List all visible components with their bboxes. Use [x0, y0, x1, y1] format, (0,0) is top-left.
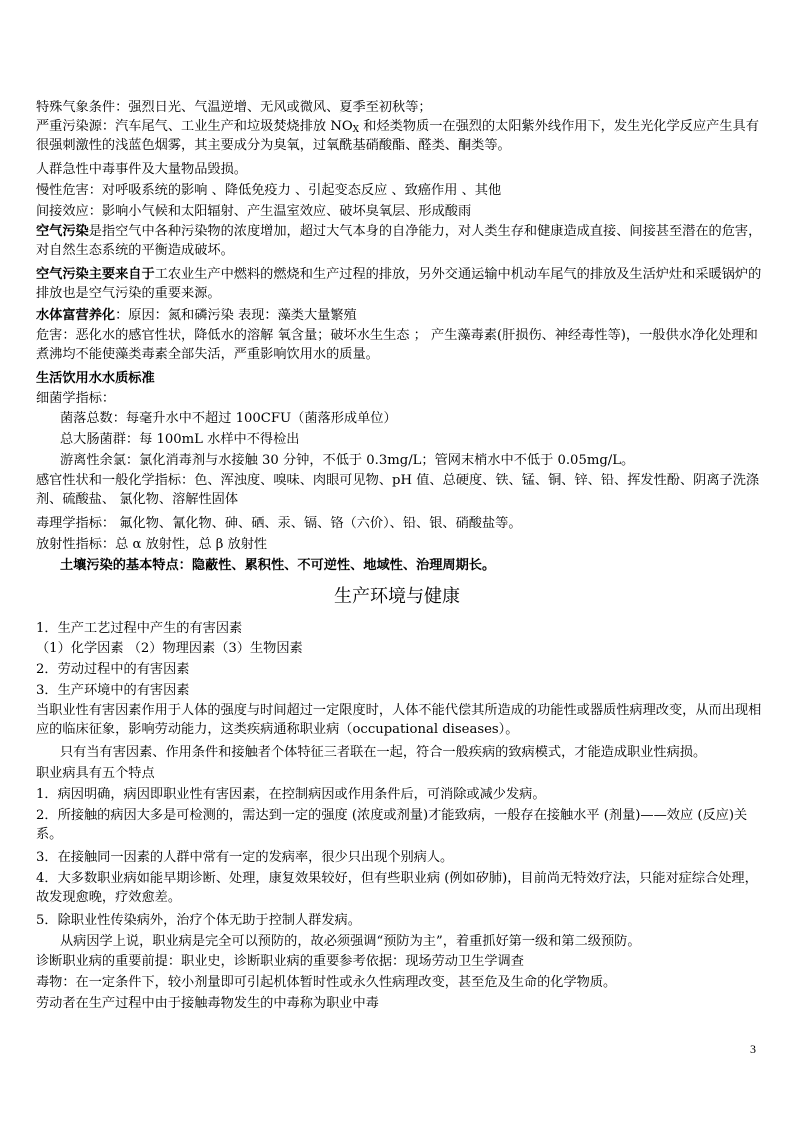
- page-title: 生产环境与健康: [334, 586, 460, 607]
- text-line: 危害：恶化水的感官性状，降低水的溶解 氧含量；破坏水生生态 ； 产生藻毒素(肝损伤、神经毒性等)，一般供水净化处理和煮沸均不能使藻类毒素全部失活，严重影响饮用水的质量。: [36, 328, 758, 362]
- text-line: 当职业性有害因素作用于人体的强度与时间超过一定限度时，人体不能代偿其所造成的功能性或器质性病理改变，从而出现相应的临床征象，影响劳动能力，这类疾病通称职业病（occupational diseases）。: [36, 703, 762, 737]
- text-line: 慢性危害：对呼吸系统的影响 、降低免疫力 、引起变态反应 、致癌作用 、其他: [36, 183, 502, 198]
- text-line: 毒理学指标： 氟化物、氰化物、砷、硒、汞、镉、铬（六价）、铅、银、硝酸盐等。: [36, 516, 522, 531]
- text-line: 3．在接触同一因素的人群中常有一定的发病率，很少只出现个别病人。: [36, 850, 454, 865]
- text-line: 总大肠菌群：每 100mL 水样中不得检出: [60, 432, 300, 447]
- text-line: 水体富营养化：原因：氮和磷污染 表现：藻类大量繁殖: [36, 308, 357, 323]
- text-line: 土壤污染的基本特点：隐蔽性、累积性、不可逆性、地域性、治理周期长。: [60, 558, 496, 573]
- text-line: 空气污染是指空气中各种污染物的浓度增加，超过大气本身的自净能力，对人类生存和健康造成直接、间接甚至潜在的危害，对自然生态系统的平衡造成破坏。: [36, 224, 762, 258]
- text-line: 间接效应：影响小气候和太阳辐射、产生温室效应、破坏臭氧层、形成酸雨: [36, 204, 472, 219]
- text-line: 细菌学指标：: [36, 391, 116, 406]
- text-line: 2．劳动过程中的有害因素: [36, 662, 190, 677]
- text-line: 诊断职业病的重要前提：职业史，诊断职业病的重要参考依据：现场劳动卫生学调查: [36, 954, 524, 969]
- text-line: 1．生产工艺过程中产生的有害因素: [36, 621, 243, 636]
- text-line: 4．大多数职业病如能早期诊断、处理，康复效果较好，但有些职业病 (例如矽肺)，目前尚无特效疗法，只能对症综合处理，故发现愈晚，疗效愈差。: [36, 871, 758, 905]
- text-line: 菌落总数：每毫升水中不超过 100CFU（菌落形成单位）: [60, 411, 397, 426]
- text-line: 毒物：在一定条件下，较小剂量即可引起机体暂时性或永久性病理改变，甚至危及生命的化学物质。: [36, 975, 617, 990]
- text-line: 3．生产环境中的有害因素: [36, 683, 190, 698]
- text-line: 职业病具有五个特点: [36, 766, 155, 781]
- text-line: 从病因学上说，职业病是完全可以预防的，故必须强调“预防为主”，着重抓好第一级和第二级预防。: [60, 934, 641, 949]
- text-line: 游离性余氯：氯化消毒剂与水接触 30 分钟，不低于 0.3mg/L；管网末梢水中不低于 0.05mg/L。: [60, 453, 635, 468]
- text-line: 1．病因明确，病因即职业性有害因素，在控制病因或作用条件后，可消除或减少发病。: [36, 787, 546, 802]
- text-line: 劳动者在生产过程中由于接触毒物发生的中毒称为职业中毒: [36, 996, 379, 1011]
- text-line: 5．除职业性传染病外，治疗个体无助于控制人群发病。: [36, 913, 361, 928]
- text-line: 严重污染源：汽车尾气、工业生产和垃圾焚烧排放 $NO_X$ 和烃类物质一在强烈的太阳紫外线作用下，发生光化学反应产生具有很强刺激性的浅蓝色烟雾，其主要成分为臭氧，过氧酰基硝酸酯、醛类、酮类等。: [36, 119, 759, 153]
- text-line: 特殊气象条件：强烈日光、气温逆增、无风或微风、夏季至初秋等；: [36, 100, 432, 115]
- text-line: 感官性状和一般化学指标：色、浑浊度、嗅味、肉眼可见物、pH 值、总硬度、铁、锰、铜、锌、铅、挥发性酚、阴离子洗涤剂、硫酸盐、 氯化物、溶解性固体: [36, 473, 760, 507]
- text-line: 放射性指标：总 α 放射性，总 β 放射性: [36, 537, 268, 552]
- text-line: 空气污染主要来自于工农业生产中燃料的燃烧和生产过程的排放，另外交通运输中机动车尾气的排放及生活炉灶和采暖锅炉的排放也是空气污染的重要来源。: [36, 267, 762, 301]
- section-title: 生活饮用水水质标准: [36, 371, 155, 386]
- text-line: （1）化学因素 （2）物理因素（3）生物因素: [36, 641, 303, 656]
- text-line: 只有当有害因素、作用条件和接触者个体特征三者联在一起，符合一般疾病的致病模式，才能造成职业性病损。: [60, 745, 707, 760]
- page-number: 3: [750, 1042, 756, 1056]
- text-line: 2．所接触的病因大多是可检测的，需达到一定的强度 (浓度或剂量)才能致病，一般存在接触水平 (剂量)——效应 (反应)关系。: [36, 808, 748, 842]
- text-line: 人群急性中毒事件及大量物品毁损。: [36, 162, 247, 177]
